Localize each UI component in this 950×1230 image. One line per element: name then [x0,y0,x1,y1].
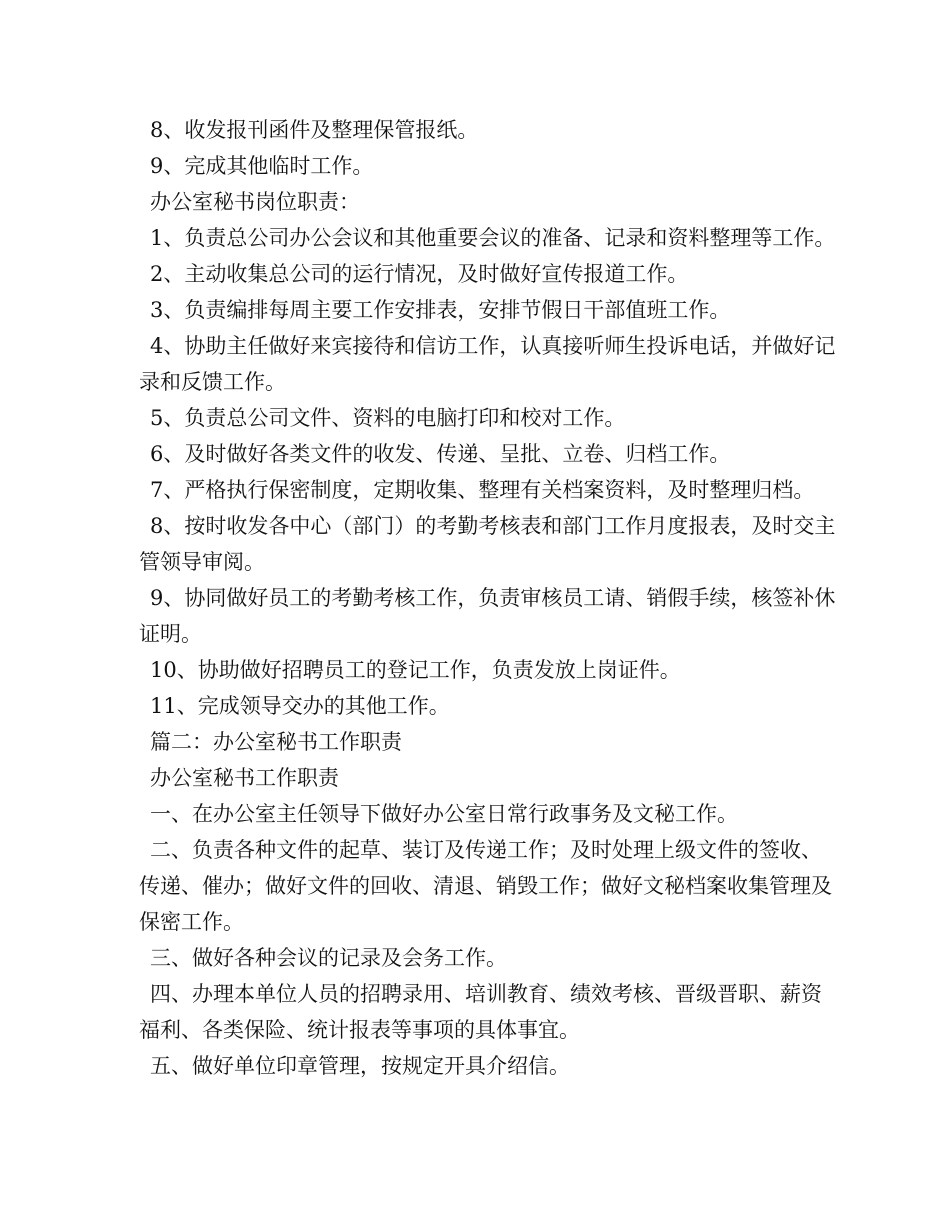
paragraph: 7、严格执行保密制度，定期收集、整理有关档案资料，及时整理归档。 [150,478,815,502]
paragraph: 8、收发报刊函件及整理保管报纸。 [150,118,479,142]
paragraph: 四、办理本单位人员的招聘录用、培训教育、绩效考核、晋级晋职、薪资福利、各类保险、统计报表等事项的具体事宜。 [139,982,822,1042]
document-body [139,112,839,1084]
paragraph: 3、负责编排每周主要工作安排表，安排节假日干部值班工作。 [150,298,731,322]
section-heading: 篇二：办公室秘书工作职责 [150,730,402,754]
paragraph: 5、负责总公司文件、资料的电脑打印和校对工作。 [150,406,626,430]
paragraph: 1、负责总公司办公会议和其他重要会议的准备、记录和资料整理等工作。 [150,226,836,250]
paragraph: 9、协同做好员工的考勤考核工作，负责审核员工请、销假手续，核签补休证明。 [139,586,836,646]
paragraph: 三、做好各种会议的记录及会务工作。 [150,946,507,970]
paragraph: 二、负责各种文件的起草、装订及传递工作；及时处理上级文件的签收、传递、催办；做好文件的回收、清退、销毁工作；做好文秘档案收集管理及保密工作。 [139,838,832,934]
paragraph: 11、完成领导交办的其他工作。 [150,694,450,718]
paragraph: 6、及时做好各类文件的收发、传递、呈批、立卷、归档工作。 [150,442,731,466]
paragraph: 4、协助主任做好来宾接待和信访工作，认真接听师生投诉电话，并做好记录和反馈工作。 [139,334,836,394]
paragraph: 一、在办公室主任领导下做好办公室日常行政事务及文秘工作。 [150,802,738,826]
paragraph: 8、按时收发各中心（部门）的考勤考核表和部门工作月度报表，及时交主管领导审阅。 [139,514,836,574]
paragraph: 五、做好单位印章管理，按规定开具介绍信。 [150,1054,570,1078]
paragraph: 9、完成其他临时工作。 [150,154,374,178]
section-title: 办公室秘书工作职责 [150,766,339,790]
section-heading: 办公室秘书岗位职责： [150,190,360,214]
paragraph: 2、主动收集总公司的运行情况，及时做好宣传报道工作。 [150,262,689,286]
paragraph: 10、协助做好招聘员工的登记工作，负责发放上岗证件。 [150,658,681,682]
